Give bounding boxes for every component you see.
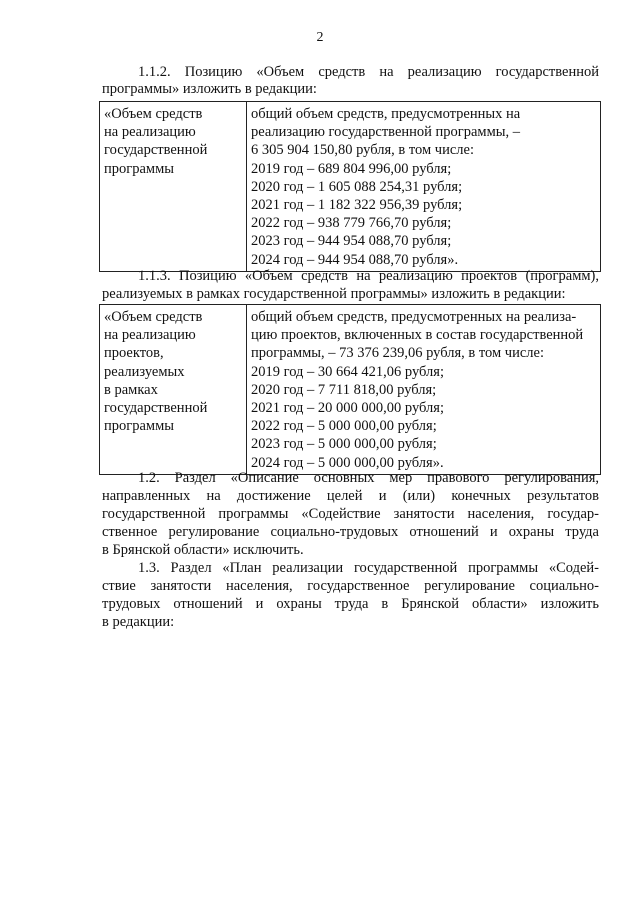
table-112-right-line: 2022 год – 938 779 766,70 рубля; (251, 215, 452, 232)
table-112-left-cell (100, 102, 247, 272)
table-113-right-line: программы, – 73 376 239,06 рубля, в том числе: (251, 345, 544, 362)
item-12-line-5: в Брянской области» исключить. (102, 542, 304, 558)
table-112-left-line: «Объем средств (104, 106, 203, 122)
item-12-line-4: ственное регулирование социально-трудовых отношений и охраны труда (102, 524, 599, 540)
table-113-right-line: общий объем средств, предусмотренных на реализа- (251, 309, 577, 325)
item-12-line-3: государственной программы «Содействие занятости населения, государ- (102, 506, 599, 522)
table-113-left-line: на реализацию (104, 327, 196, 344)
item-13-line-4: в редакции: (102, 614, 175, 630)
table-113-left-line: проектов, (104, 345, 164, 362)
table-113-right-line: 2022 год – 5 000 000,00 рубля; (251, 418, 437, 435)
item-113-line-2: реализуемых в рамках государственной программы» изложить в редакции: (102, 286, 566, 302)
item-13-line-1: 1.3. Раздел «План реализации государственной программы «Содей- (138, 560, 599, 576)
table-112-left-line: программы (104, 160, 174, 177)
table-113-left-cell (100, 305, 247, 475)
table-113-right-line: 2020 год – 7 711 818,00 рубля; (251, 381, 437, 398)
table-112 (99, 101, 601, 272)
item-113-line-1: 1.1.3. Позицию «Объем средств на реализацию проектов (программ), (138, 268, 599, 284)
table-112-right-line: 2023 год – 944 954 088,70 рубля; (251, 233, 452, 250)
table-112-right-line: реализацию государственной программы, – (251, 124, 521, 141)
page-number: 2 (316, 30, 324, 45)
table-112-right-line: 2020 год – 1 605 088 254,31 рубля; (251, 178, 463, 195)
table-113-left-line: программы (104, 418, 174, 435)
table-113-left-line: «Объем средств (104, 309, 203, 325)
table-112-right-cell (247, 102, 601, 272)
table-112-right-line: 2019 год – 689 804 996,00 рубля; (251, 160, 452, 177)
table-113-left-line: реализуемых (104, 363, 185, 380)
table-112-right-line: 2021 год – 1 182 322 956,39 рубля; (251, 197, 463, 214)
table-113-right-cell (247, 305, 601, 475)
table-112-left-line: на реализацию (104, 124, 196, 141)
item-12-line-2: направленных на достижение целей и (или) конечных результатов (102, 488, 599, 504)
table-113-left-line: в рамках (104, 381, 158, 398)
table-113 (99, 304, 601, 475)
table-113-right-line: 2024 год – 5 000 000,00 рубля». (251, 454, 444, 471)
item-13-line-3: трудовых отношений и охраны труда в Брянской области» изложить (102, 596, 599, 612)
table-113-left-line: государственной (104, 400, 208, 417)
item-13-line-2: ствие занятости населения, государственное регулирование социально- (102, 578, 599, 594)
table-113-right-line: 2021 год – 20 000 000,00 рубля; (251, 400, 444, 417)
table-112-left-line: государственной (104, 142, 208, 159)
table-113-right-line: цию проектов, включенных в состав государственной (251, 327, 584, 344)
item-12-line-1: 1.2. Раздел «Описание основных мер правового регулирования, (138, 470, 599, 486)
table-112-right-line: 2024 год – 944 954 088,70 рубля». (251, 251, 459, 268)
item-112-line-1: 1.1.2. Позицию «Объем средств на реализацию государственной (138, 64, 599, 80)
table-112-right-line: 6 305 904 150,80 рубля, в том числе: (251, 142, 474, 159)
table-112-right-line: общий объем средств, предусмотренных на (251, 106, 521, 122)
table-113-right-line: 2023 год – 5 000 000,00 рубля; (251, 436, 437, 453)
item-112-line-2: программы» изложить в редакции: (102, 81, 317, 97)
table-113-right-line: 2019 год – 30 664 421,06 рубля; (251, 363, 444, 380)
